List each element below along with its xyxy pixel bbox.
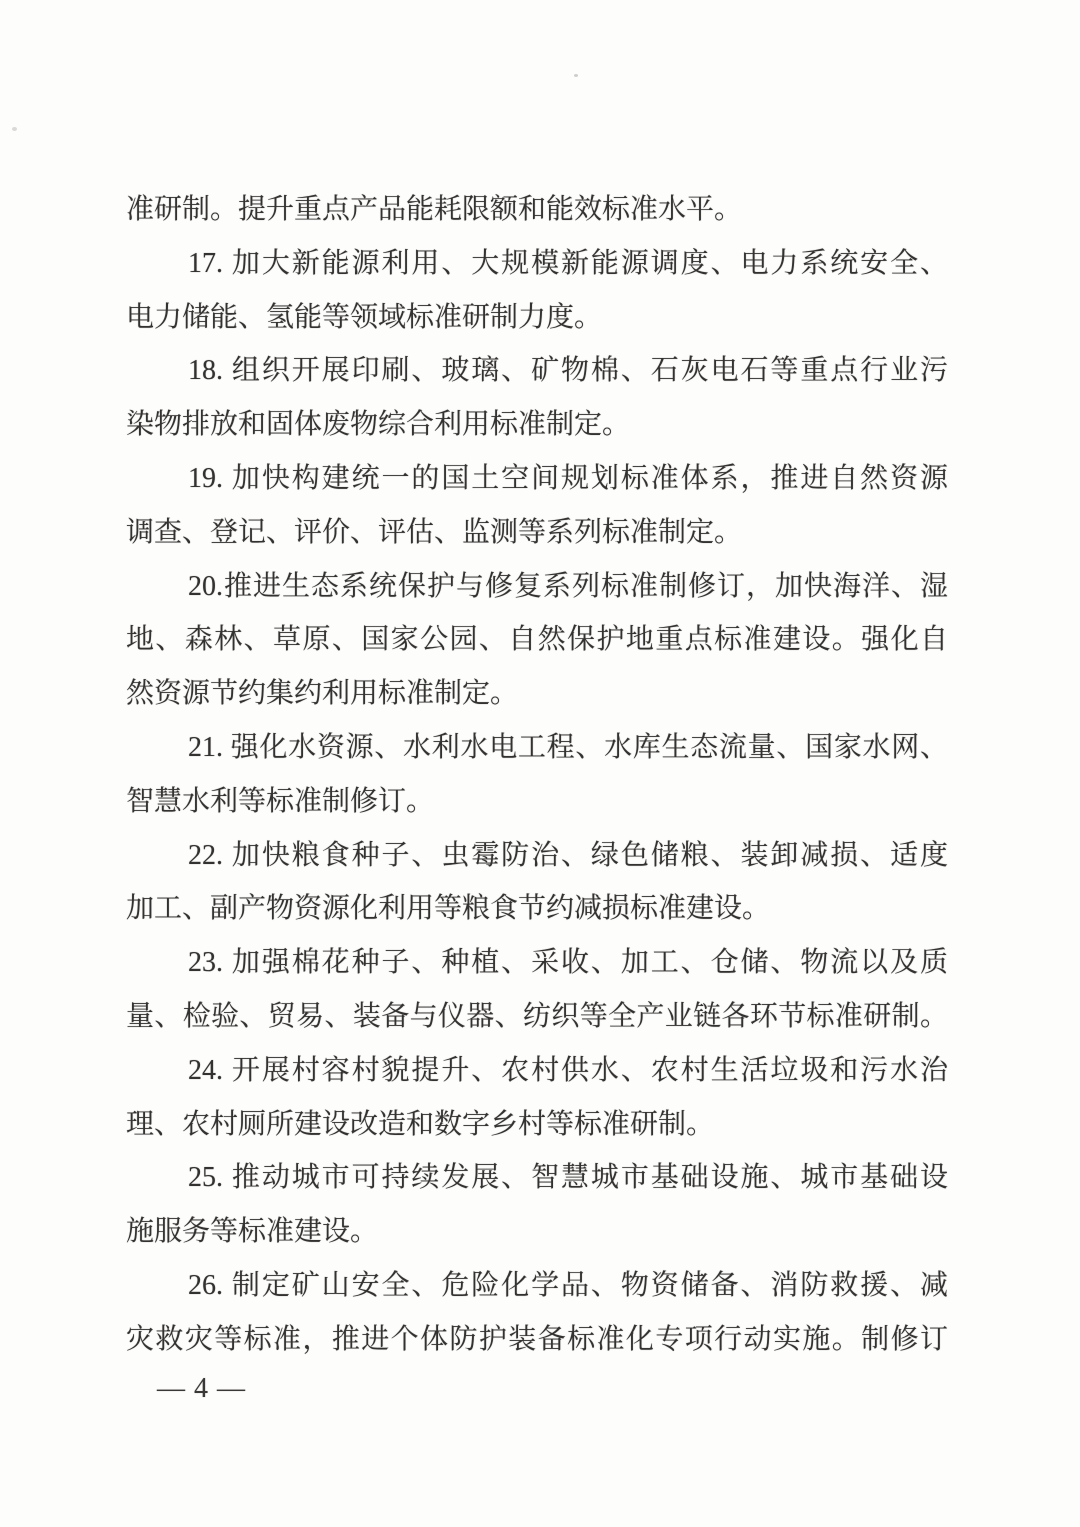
text-line: 准研制。提升重点产品能耗限额和能效标准水平。 bbox=[126, 194, 743, 225]
page-number: — 4 — bbox=[157, 1373, 246, 1404]
text-line: 理、农村厕所建设改造和数字乡村等标准研制。 bbox=[126, 1108, 715, 1140]
text-line: 染物排放和固体废物综合利用标准制定。 bbox=[126, 409, 631, 441]
text-line: 24. 开展村容村貌提升、农村供水、农村生活垃圾和污水治 bbox=[188, 1054, 948, 1086]
text-line: 地、森林、草原、国家公园、自然保护地重点标准建设。强化自 bbox=[126, 624, 948, 656]
text-line: 施服务等标准建设。 bbox=[126, 1216, 379, 1248]
text-line: 21. 强化水资源、水利水电工程、水库生态流量、国家水网、 bbox=[188, 731, 948, 763]
text-line: 17. 加大新能源利用、大规模新能源调度、电力系统安全、 bbox=[188, 247, 948, 279]
text-line: 20.推进生态系统保护与修复系列标准制修订，加快海洋、湿 bbox=[188, 570, 948, 602]
text-line: 调查、登记、评价、评估、监测等系列标准制定。 bbox=[126, 516, 743, 548]
text-line: 22. 加快粮食种子、虫霉防治、绿色储粮、装卸减损、适度 bbox=[188, 839, 948, 871]
text-line: 加工、副产物资源化利用等粮食节约减损标准建设。 bbox=[126, 893, 771, 925]
text-line: 智慧水利等标准制修订。 bbox=[126, 785, 435, 817]
text-line: 量、检验、贸易、装备与仪器、纺织等全产业链各环节标准研制。 bbox=[126, 1000, 948, 1032]
text-line: 23. 加强棉花种子、种植、采收、加工、仓储、物流以及质 bbox=[188, 947, 948, 979]
text-line: 电力储能、氢能等领域标准研制力度。 bbox=[126, 301, 603, 333]
text-line: 25. 推动城市可持续发展、智慧城市基础设施、城市基础设 bbox=[188, 1162, 948, 1194]
scan-artifact bbox=[574, 74, 578, 77]
text-line: 灾救灾等标准，推进个体防护装备标准化专项行动实施。制修订 bbox=[126, 1323, 948, 1355]
scan-artifact bbox=[12, 127, 17, 131]
text-line: 18. 组织开展印刷、玻璃、矿物棉、石灰电石等重点行业污 bbox=[188, 355, 948, 387]
text-line: 然资源节约集约利用标准制定。 bbox=[126, 678, 519, 710]
document-body bbox=[126, 183, 948, 1367]
text-line: 26. 制定矿山安全、危险化学品、物资储备、消防救援、减 bbox=[188, 1269, 948, 1301]
text-line: 19. 加快构建统一的国土空间规划标准体系，推进自然资源 bbox=[188, 462, 948, 494]
